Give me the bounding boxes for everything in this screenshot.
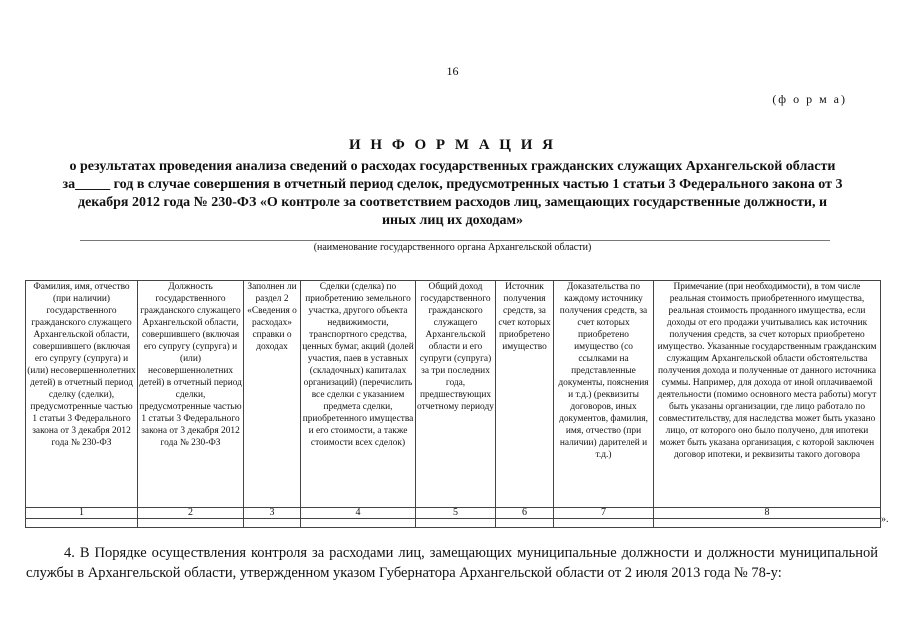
header-cell-section2: Заполнен ли раздел 2 «Сведения о расходах» справки о доходах xyxy=(244,281,301,508)
header-cell-name: Фамилия, имя, отчество (при наличии) государственного гражданского служащего Архангельской области, совершившего (включая его супругу (супруга) и (или) несовершеннолетних детей) в отчетный период сделку (сделки), предусмотренные частью 1 статьи 3 Федерального закона от 3 декабря 2012 года № 230-ФЗ xyxy=(26,281,138,508)
form-label: (ф о р м а) xyxy=(772,92,847,106)
column-number: 8 xyxy=(654,508,881,519)
header-cell-note: Примечание (при необходимости), в том числе реальная стоимость приобретенного имущества, реальная стоимость проданного имущества, если доходы от его продажи учитывались как источник получения средств, за счет которых приобретено имущество. Указанные государственным гражданским служащим Архангельской области обстоятельства получения дохода и полученные от данного источника суммы. Например, для дохода от иной оплачиваемой деятельности (помимо основного места работы) могут быть указаны организации, где лицо работало по совместительству, для наследства может быть указано лицо, от которого оно было получено, для ипотеки может быть указана организация, с которой заключен договор ипотеки, и реквизиты такого договора xyxy=(654,281,881,508)
info-table xyxy=(25,280,881,528)
column-number: 3 xyxy=(244,508,301,519)
empty-cell xyxy=(138,519,244,528)
column-number: 5 xyxy=(416,508,496,519)
empty-cell xyxy=(554,519,654,528)
header-cell-total-income: Общий доход государственного гражданского служащего Архангельской области и его супруги (супруга) за три последних года, предшествующих отчетному периоду xyxy=(416,281,496,508)
empty-cell xyxy=(26,519,138,528)
empty-cell xyxy=(496,519,554,528)
page-number: 16 xyxy=(446,64,459,78)
empty-cell xyxy=(416,519,496,528)
column-number: 7 xyxy=(554,508,654,519)
column-number: 2 xyxy=(138,508,244,519)
table-empty-row xyxy=(26,519,881,528)
closing-quote: ». xyxy=(881,514,889,525)
table-number-row xyxy=(26,508,881,519)
org-name-caption: (наименование государственного органа Архангельской области) xyxy=(313,242,592,253)
empty-cell xyxy=(654,519,881,528)
body-paragraph: 4. В Порядке осуществления контроля за расходами лиц, замещающих муниципальные должности и должности муниципальной службы в Архангельской области, утвержденном указом Губернатора Архангельской области от 2 июля 2013 года № 78-у: xyxy=(26,545,878,581)
header-cell-funds-source: Источник получения средств, за счет которых приобретено имущество xyxy=(496,281,554,508)
header-cell-evidence: Доказательства по каждому источнику получения средств, за счет которых приобретено имущество (со ссылками на представленные документы, пояснения и т.д.) (реквизиты договоров, иных документов, фамилия, имя, отчество (при наличии) дарителей и т.д.) xyxy=(554,281,654,508)
empty-cell xyxy=(301,519,416,528)
column-number: 1 xyxy=(26,508,138,519)
header-cell-deals: Сделки (сделка) по приобретению земельного участка, другого объекта недвижимости, транспортного средства, ценных бумаг, акций (долей участия, паев в уставных (складочных) капиталах организаций) (перечислить все сделки с указанием предмета сделки, приобретенного имущества и его стоимости, а также стоимости всех сделок) xyxy=(301,281,416,508)
column-number: 4 xyxy=(301,508,416,519)
document-title: И Н Ф О Р М А Ц И Я xyxy=(349,137,556,153)
document-subtitle: о результатах проведения анализа сведений о расходах государственных гражданских служащих Архангельской области за_____ год в случае совершения в отчетный период сделок, предусмотренных частью 1 статьи 3 Федерального закона от 3 декабря 2012 года № 230-ФЗ «О контроле за соответствием расходов лиц, замещающих государственные должности, и иных лиц их доходам» xyxy=(62,159,843,228)
empty-cell xyxy=(244,519,301,528)
column-number: 6 xyxy=(496,508,554,519)
org-name-line xyxy=(80,240,830,241)
table-header-row xyxy=(26,281,881,508)
header-cell-position: Должность государственного гражданского служащего Архангельской области, совершившего (включая его супругу (супруга) и (или) несовершеннолетних детей) в отчетный период сделки, предусмотренные частью 1 статьи 3 Федерального закона от 3 декабря 2012 года № 230-ФЗ xyxy=(138,281,244,508)
